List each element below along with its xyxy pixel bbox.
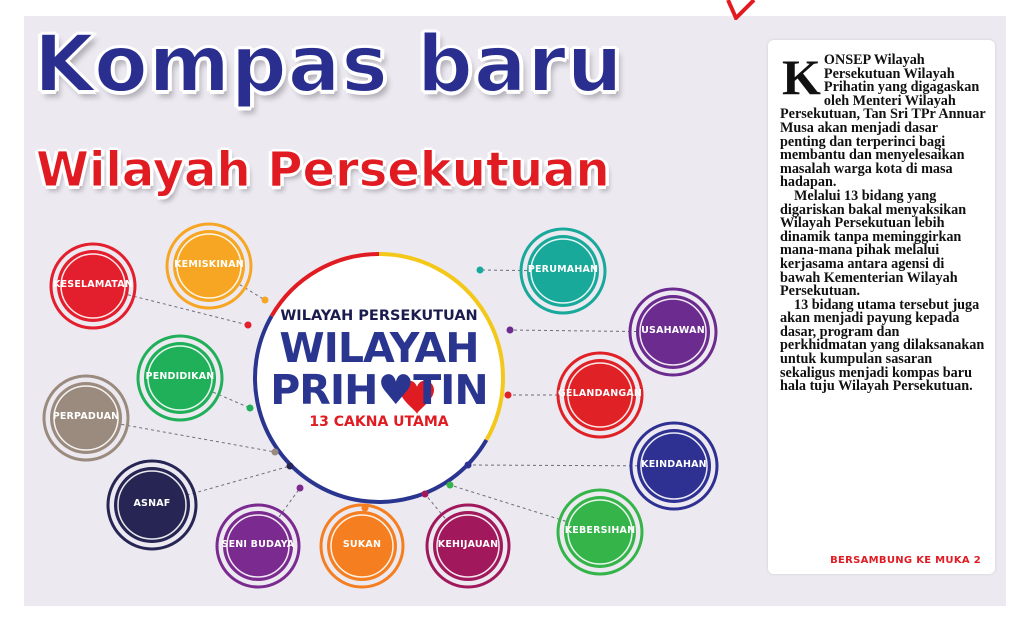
article-box [768,40,995,574]
connector-dot-gelandangan [505,392,512,399]
focus-area-gelandangan: GELANDANGAN [557,388,643,399]
focus-area-perpaduan: PERPADUAN [52,411,120,422]
headline: Kompas baru [34,20,624,110]
focus-area-perumahan: PERUMAHAN [527,264,599,275]
subheadline: Wilayah Persekutuan [36,142,610,198]
focus-area-kebersihan: KEBERSIHAN [564,525,636,536]
article-paragraph-2: Melalui 13 bidang yang digariskan bakal menyaksikan Wilayah Persekutuan lebih dinamik tanpa meminggirkan mana-mana pihak melalui kerjasama antara agensi di bawah Kementerian Wilayah Persekutuan. [780,187,967,300]
focus-area-keindahan: KEINDAHAN [641,459,707,470]
logo-line-wilayah-persekutuan: WILAYAH PERSEKUTUAN [280,308,478,324]
continued-link[interactable]: BERSAMBUNG KE MUKA 2 [830,555,981,566]
focus-area-sukan: SUKAN [342,539,382,550]
focus-area-pendidikan: PENDIDIKAN [145,371,215,382]
logo-line-cakna-utama: 13 CAKNA UTAMA [309,414,449,430]
focus-area-kemiskinan: KEMISKINAN [174,259,244,270]
wilayah-prihatin-logo [253,252,505,504]
connector-dot-usahawan [507,327,514,334]
article-paragraph-1: ONSEP Wilayah Persekutuan Wilayah Prihatin yang digagaskan oleh Menteri Wilayah Persekutuan, Tan Sri TPr Annuar Musa akan menjadi dasar penting dan terperinci bagi membantu dan menyelesaikan masalah warga kota di masa hadapan. [780,52,986,191]
article-paragraph-3: 13 bidang utama tersebut juga akan menjadi payung kepada dasar, program dan perkhidmatan yang dilaksanakan untuk kumpulan sasaran sekaligus menjadi kompas baru hala tuju Wilayah Persekutuan. [780,296,985,395]
focus-area-kehijauan: KEHIJAUAN [437,539,499,550]
logo-line-wilayah: WILAYAH [279,324,479,372]
focus-area-usahawan: USAHAWAN [641,325,705,336]
drop-cap: K [782,49,821,105]
focus-area-seni-budaya: SENI BUDAYA [221,539,295,550]
article-text [780,49,986,395]
logo-line-prihatin: PRIH♥TIN [270,366,488,414]
focus-area-asnaf: ASNAF [133,498,171,509]
connector-dot-keselamatan [245,322,252,329]
focus-area-keselamatan: KESELAMATAN [53,279,133,290]
